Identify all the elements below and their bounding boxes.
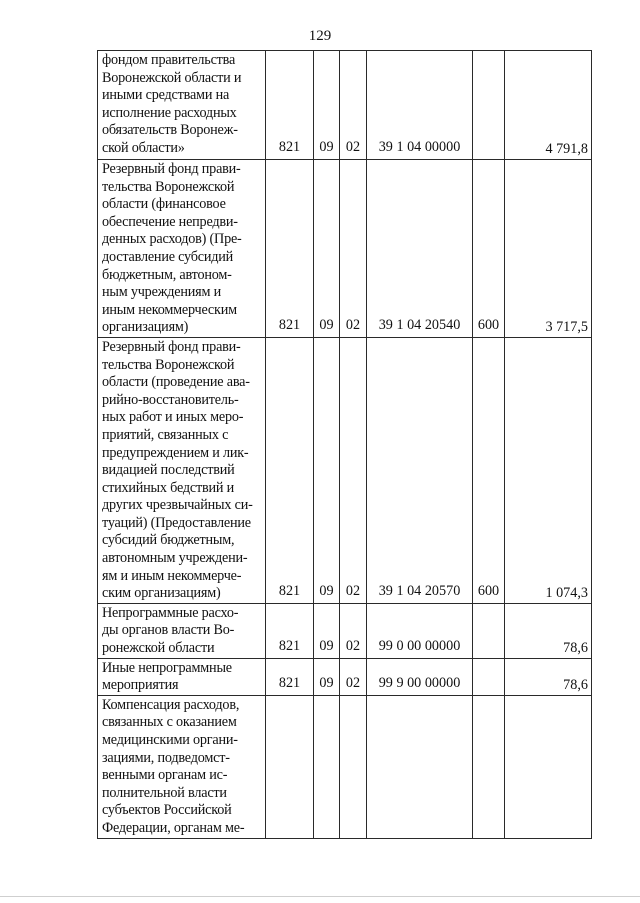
section-code-cell: 09 <box>314 51 340 160</box>
expense-name-line: иным некоммерческим <box>102 301 237 318</box>
expense-name-line: медицинскими органи- <box>102 732 238 748</box>
expense-name-cell <box>98 337 266 603</box>
ministry-code-cell <box>266 695 314 838</box>
scan-edge-line <box>0 896 640 897</box>
expense-name-line: Резервный фонд прави- <box>102 161 241 177</box>
expense-name-line: ным учреждениям и <box>102 284 222 301</box>
page-number: 129 <box>308 28 332 44</box>
table-row <box>98 603 592 658</box>
ministry-code-cell: 821 <box>266 658 314 695</box>
expense-name-line: ных работ и иных меро- <box>102 409 244 426</box>
section-code-cell <box>314 695 340 838</box>
expense-type-cell <box>473 658 505 695</box>
expense-name-line: ской области» <box>102 139 185 156</box>
expense-name-line: иными средствами на <box>102 87 230 104</box>
expense-type-cell <box>473 603 505 658</box>
expense-name-line: исполнение расходных <box>102 104 237 121</box>
ministry-code-cell: 821 <box>266 337 314 603</box>
expense-name-line: обязательств Воронеж- <box>102 122 238 139</box>
expense-name-line: Компенсация расходов, <box>102 696 240 713</box>
budget-table-body <box>98 51 592 839</box>
expense-name-line: Федерации, органам ме- <box>102 819 245 836</box>
expense-type-cell: 600 <box>473 337 505 603</box>
expense-name-line: предупреждением и лик- <box>102 444 249 461</box>
expense-name-line: денных расходов) (Пре- <box>102 231 242 248</box>
ministry-code-cell: 821 <box>266 160 314 338</box>
ministry-code-cell: 821 <box>266 603 314 658</box>
subsection-code-cell: 02 <box>340 603 367 658</box>
expense-name-line: Резервный фонд прави- <box>102 338 241 355</box>
expense-name-line: субъектов Российской <box>102 802 232 819</box>
amount-cell: 78,6 <box>505 603 592 658</box>
expense-name-cell <box>98 695 266 838</box>
expense-name-cell <box>98 160 266 338</box>
expense-name-line: доставление субсидий <box>102 248 234 265</box>
table-row <box>98 337 592 603</box>
expense-name-line: бюджетным, автоном- <box>102 266 232 283</box>
expense-name-line: рийно-восстановитель- <box>102 391 239 408</box>
target-article-cell: 39 1 04 00000 <box>367 51 473 160</box>
amount-cell: 78,6 <box>505 658 592 695</box>
expense-name-line: автономным учреждени- <box>102 550 248 567</box>
subsection-code-cell: 02 <box>340 337 367 603</box>
expense-name-line: организациям) <box>102 319 189 336</box>
expense-name-line: ронежской области <box>102 640 215 657</box>
expense-name-line: Воронежской области и <box>102 69 242 86</box>
expense-name-line: тельства Воронежской <box>102 356 235 373</box>
table-row <box>98 51 592 160</box>
amount-cell: 3 717,5 <box>505 160 592 338</box>
expense-name-cell <box>98 51 266 160</box>
subsection-code-cell: 02 <box>340 160 367 338</box>
expense-name-line: тельства Воронежской <box>102 178 235 195</box>
expense-name-line: венными органам ис- <box>102 767 228 784</box>
expense-name-line: ды органов власти Во- <box>102 622 235 639</box>
expense-name-line: субсидий бюджетным, <box>102 532 235 549</box>
target-article-cell: 39 1 04 20540 <box>367 160 473 338</box>
expense-name-line: других чрезвычайных си- <box>102 497 253 514</box>
section-code-cell: 09 <box>314 658 340 695</box>
target-article-cell: 99 0 00 00000 <box>367 603 473 658</box>
table-row <box>98 658 592 695</box>
section-code-cell: 09 <box>314 160 340 338</box>
expense-name-cell <box>98 603 266 658</box>
expense-name-line: ям и иным некоммерче- <box>102 567 242 584</box>
expense-name-line: связанных с оказанием <box>102 714 237 731</box>
expense-name-line: ским организациям) <box>102 585 221 602</box>
amount-cell: 4 791,8 <box>505 51 592 160</box>
expense-name-line: зациями, подведомст- <box>102 749 230 766</box>
budget-table <box>97 50 592 839</box>
expense-name-line: туаций) (Предоставление <box>102 514 251 531</box>
section-code-cell: 09 <box>314 337 340 603</box>
amount-cell: 1 074,3 <box>505 337 592 603</box>
expense-name-line: Непрограммные расхо- <box>102 604 239 621</box>
ministry-code-cell: 821 <box>266 51 314 160</box>
expense-name-line: фондом правительства <box>102 52 236 68</box>
amount-cell <box>505 695 592 838</box>
subsection-code-cell <box>340 695 367 838</box>
subsection-code-cell: 02 <box>340 51 367 160</box>
expense-name-line: области (финансовое <box>102 196 226 213</box>
expense-name-line: Иные непрограммные <box>102 659 232 676</box>
expense-name-line: области (проведение ава- <box>102 374 250 391</box>
table-row <box>98 695 592 838</box>
expense-type-cell <box>473 695 505 838</box>
section-code-cell: 09 <box>314 603 340 658</box>
expense-name-line: полнительной власти <box>102 784 227 801</box>
target-article-cell: 39 1 04 20570 <box>367 337 473 603</box>
expense-name-line: обеспечение непредви- <box>102 213 238 230</box>
table-row <box>98 160 592 338</box>
expense-name-line: приятий, связанных с <box>102 426 229 443</box>
target-article-cell <box>367 695 473 838</box>
expense-name-line: стихийных бедствий и <box>102 479 235 496</box>
subsection-code-cell: 02 <box>340 658 367 695</box>
target-article-cell: 99 9 00 00000 <box>367 658 473 695</box>
expense-name-line: видацией последствий <box>102 462 235 479</box>
expense-name-cell <box>98 658 266 695</box>
expense-type-cell: 600 <box>473 160 505 338</box>
expense-name-line: мероприятия <box>102 677 179 694</box>
expense-type-cell <box>473 51 505 160</box>
